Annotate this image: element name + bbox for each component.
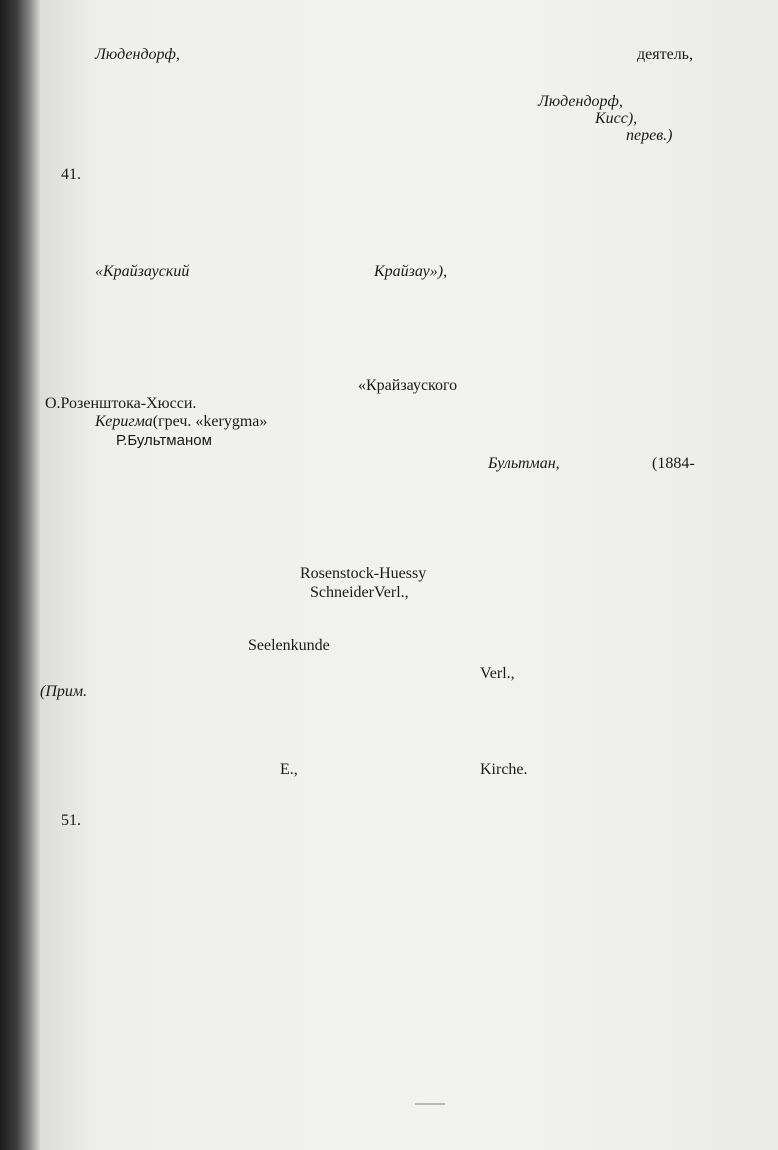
text-ludendorf-2: Людендорф, [538,93,623,110]
text-kirche: Kirche. [480,761,528,778]
text-year-1884: (1884- [652,455,695,472]
text-rosenstock-ru: О.Розенштока-Хюсси. [45,395,197,412]
text-rosenstock-de: Rosenstock-Huessy [300,565,427,582]
text-seelenkunde: Seelenkunde [248,637,330,654]
footnote-number-41: 41. [61,166,81,183]
text-ludendorf-1: Людендорф, [95,46,180,63]
text-deyatel: деятель, [637,46,693,63]
text-schneider-verl: SchneiderVerl., [310,584,409,601]
text-e: E., [280,761,298,778]
text-bultman: Бультман, [488,455,560,472]
text-kiss: Кисс), [595,110,638,127]
text-bultmanom: Р.Бультманом [116,432,212,449]
text-perev: перев.) [626,127,673,144]
text-kraizau-adj: «Крайзауский [95,263,190,280]
book-spine-shadow [0,0,40,1150]
text-kerigma-line [95,413,267,431]
text-greek: (греч. «kerygma» [152,413,268,430]
book-page [40,0,778,1150]
text-prim: (Прим. [40,683,88,700]
footnote-number-51: 51. [61,812,81,829]
text-verl: Verl., [480,665,515,682]
text-kraizau-gen: «Крайзауского [358,377,458,394]
text-kraizau: Крайзау»), [374,263,448,280]
page-bottom-mark [415,1103,445,1105]
text-kerigma: Керигма [95,413,153,430]
